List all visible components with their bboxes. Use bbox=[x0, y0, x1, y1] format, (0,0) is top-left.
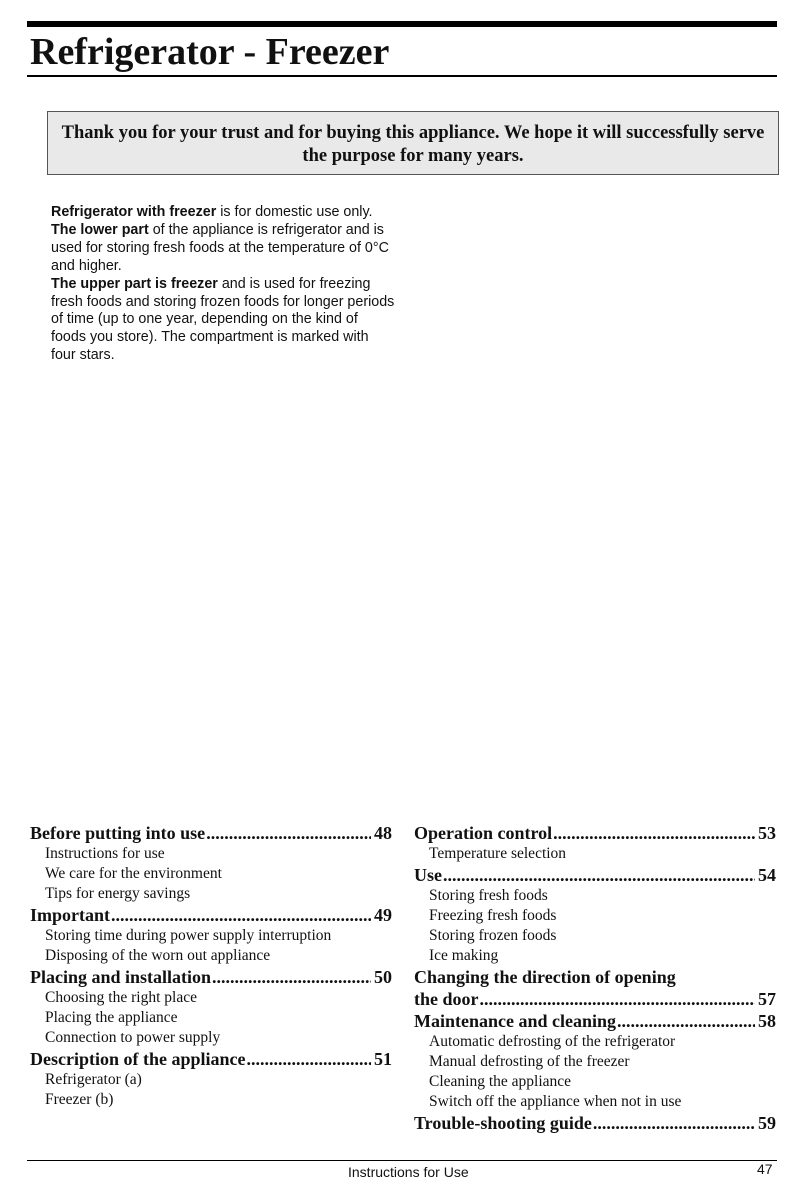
toc-entry-title: Before putting into use bbox=[30, 823, 206, 843]
toc-subentry[interactable]: Switch off the appliance when not in use bbox=[429, 1093, 682, 1110]
toc-right-column bbox=[414, 822, 776, 1134]
toc-entry[interactable] bbox=[414, 823, 776, 844]
toc-subentry[interactable]: Cleaning the appliance bbox=[429, 1073, 572, 1090]
toc-subentry[interactable]: Automatic defrosting of the refrigerator bbox=[429, 1033, 676, 1050]
toc-entry[interactable] bbox=[30, 905, 392, 926]
toc-subentry[interactable]: Placing the appliance bbox=[45, 1009, 178, 1026]
intro-bold: The upper part is freezer bbox=[51, 275, 218, 292]
footer-rule bbox=[27, 1160, 777, 1161]
toc-entry-title: the door bbox=[414, 989, 479, 1009]
toc-subentry[interactable]: Refrigerator (a) bbox=[45, 1071, 142, 1088]
toc-leader-dots bbox=[111, 905, 371, 926]
toc-subentry[interactable]: Temperature selection bbox=[429, 845, 567, 862]
toc-subentry[interactable]: Storing frozen foods bbox=[429, 927, 557, 944]
toc-leader-dots bbox=[617, 1011, 755, 1032]
notice-line-2: the purpose for many years. bbox=[302, 146, 524, 166]
intro-bold: Refrigerator with freezer bbox=[51, 204, 217, 220]
toc-leader-dots bbox=[553, 823, 755, 844]
toc-page-number: 59 bbox=[758, 1113, 776, 1133]
toc-leader-dots bbox=[443, 865, 755, 886]
toc-entry-title: Use bbox=[414, 865, 442, 885]
thank-you-notice bbox=[47, 111, 779, 175]
toc-subentry[interactable]: Choosing the right place bbox=[45, 989, 197, 1006]
toc-entry[interactable] bbox=[414, 865, 776, 886]
toc-entry[interactable] bbox=[414, 1011, 776, 1032]
toc-leader-dots bbox=[593, 1113, 755, 1134]
toc-leader-dots bbox=[206, 823, 371, 844]
toc-entry[interactable] bbox=[30, 1049, 392, 1070]
intro-paragraph bbox=[51, 222, 396, 276]
toc-subentry[interactable]: Storing time during power supply interruption bbox=[45, 927, 332, 944]
toc-entry-title: Maintenance and cleaning bbox=[414, 1011, 617, 1031]
toc-left-column bbox=[30, 822, 392, 1110]
toc-subentry[interactable]: Tips for energy savings bbox=[45, 885, 191, 902]
toc-subentry[interactable]: Instructions for use bbox=[45, 845, 165, 862]
page-title: Refrigerator - Freezer bbox=[30, 31, 390, 73]
toc-entry-title: Important bbox=[30, 905, 110, 925]
toc-subentry[interactable]: Freezing fresh foods bbox=[429, 907, 557, 924]
toc-entry-title-line[interactable]: Changing the direction of opening bbox=[414, 967, 676, 987]
intro-text-span: is for domestic use only. bbox=[216, 204, 373, 220]
toc-page-number: 58 bbox=[758, 1011, 776, 1031]
intro-paragraph bbox=[51, 276, 396, 366]
toc-page-number: 49 bbox=[374, 905, 392, 925]
notice-line-1: Thank you for your trust and for buying this appliance. We hope it will successfully serve bbox=[61, 123, 765, 143]
toc-subentry[interactable]: Freezer (b) bbox=[45, 1091, 114, 1108]
toc-page-number: 50 bbox=[374, 967, 392, 987]
title-rule bbox=[27, 75, 777, 77]
toc-subentry[interactable]: Manual defrosting of the freezer bbox=[429, 1053, 630, 1070]
toc-entry[interactable] bbox=[30, 967, 392, 988]
toc-entry-title: Placing and installation bbox=[30, 967, 212, 987]
toc-page-number: 51 bbox=[374, 1049, 392, 1069]
intro-bold: The lower part bbox=[51, 221, 149, 238]
toc-subentry[interactable]: Connection to power supply bbox=[45, 1029, 221, 1046]
toc-subentry[interactable]: We care for the environment bbox=[45, 865, 222, 882]
toc-entry-title: Operation control bbox=[414, 823, 553, 843]
toc-leader-dots bbox=[212, 967, 371, 988]
page-number: 47 bbox=[757, 1161, 773, 1177]
intro-text bbox=[51, 204, 396, 365]
toc-subentry[interactable]: Storing fresh foods bbox=[429, 887, 548, 904]
toc-leader-dots bbox=[247, 1049, 372, 1070]
toc-entry-title: Trouble-shooting guide bbox=[414, 1113, 592, 1133]
top-rule bbox=[27, 21, 777, 27]
toc-entry[interactable] bbox=[414, 1113, 776, 1134]
toc-page-number: 48 bbox=[374, 823, 392, 843]
toc-entry-title: Description of the appliance bbox=[30, 1049, 246, 1069]
toc-page-number: 57 bbox=[758, 989, 776, 1009]
toc-leader-dots bbox=[480, 989, 756, 1010]
intro-text-span: of the appliance is refrigerator and is used for storing fresh foods at the temperature of 0°C and higher. bbox=[51, 221, 389, 274]
toc-subentry[interactable]: Ice making bbox=[429, 947, 499, 964]
footer-label: Instructions for Use bbox=[348, 1164, 469, 1180]
toc-subentry[interactable]: Disposing of the worn out appliance bbox=[45, 947, 271, 964]
toc-entry[interactable] bbox=[414, 989, 776, 1010]
intro-paragraph bbox=[51, 204, 396, 222]
toc-page-number: 53 bbox=[758, 823, 776, 843]
intro-text-span: and is used for freezing fresh foods and storing frozen foods for longer periods of time (up to one year, depending on the kind of foods you store). The compartment is marked with four stars. bbox=[51, 275, 395, 364]
toc-page-number: 54 bbox=[758, 865, 776, 885]
toc-entry[interactable] bbox=[30, 823, 392, 844]
